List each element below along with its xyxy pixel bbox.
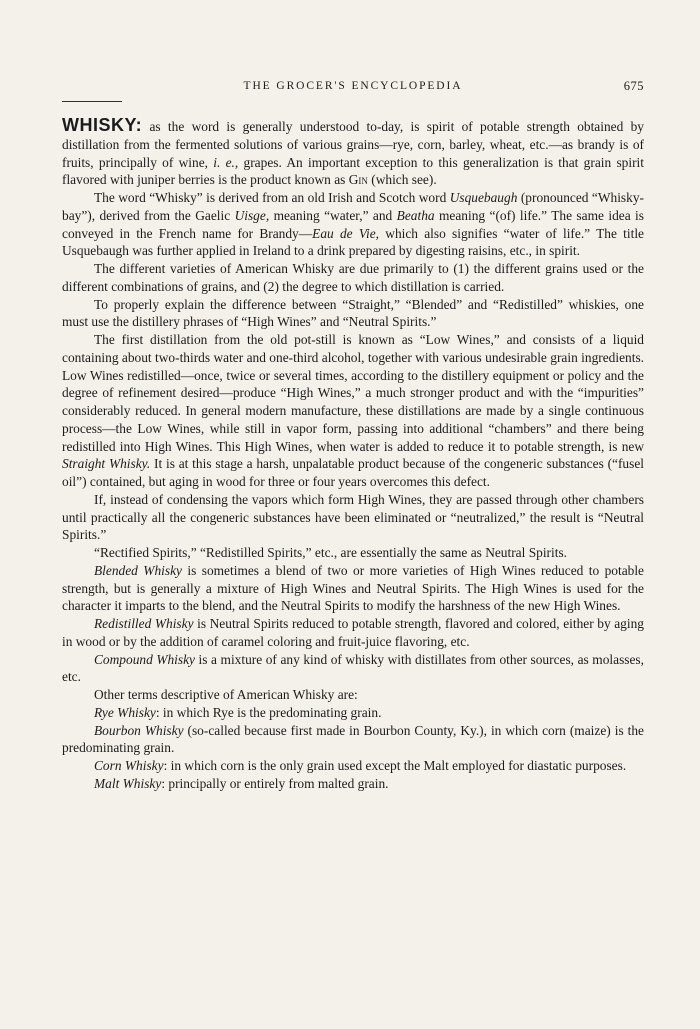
paragraph-etymology: The word “Whisky” is derived from an old Irish and Scotch word Usquebaugh (pronounced “Whisky-bay”), derived from the Gaelic Uisge, meaning “water,” and Beatha meaning “(of) life.” The same idea is conveyed in the French name for Brandy—Eau de Vie, which also signifies “water of life.” The title Usquebaugh was further applied in Ireland to a drink prepared by digesting raisins, etc., in spirit. — [62, 190, 644, 259]
entry-headword: WHISKY: — [62, 115, 143, 135]
paragraph-distillation: The first distillation from the old pot-still is known as “Low Wines,” and consists of a liquid containing about two-thirds water and one-third alcohol, together with various undesirable grain ingredients. Low Wines redistilled—once, twice or several times, according to the distillery equipment or policy and the degree of refinement desired—produce “High Wines,” a much stronger product and with the “impurities” considerably reduced. In general modern manufacture, these distillations are made by a single continuous process—the Low Wines, while still in vapor form, passing into additional “chambers” and there being redistilled into High Wines. This High Wines, when water is added to reduce it to potable strength, is new Straight Whisky. It is at this stage a harsh, unpalatable product because of the congeneric substances (“fusel oil”) contained, but aging in wood for three or four years overcomes this defect. — [62, 332, 645, 489]
paragraph-bourbon: Bourbon Whisky (so-called because first made in Bourbon County, Ky.), in which corn (maize) is the predominating grain. — [62, 722, 644, 756]
cross-reference: Gin — [348, 172, 368, 188]
paragraph-definition: WHISKY: as the word is generally understood to-day, is spirit of potable strength obtained by distillation from the fermented solutions of various grains—rye, corn, barley, wheat, etc.—as brandy is of fruits, principally of wine, i. e., grapes. An important exception to this generalization is that grain spirit flavored with juniper berries is the product known as Gin (which see). — [62, 115, 644, 188]
paragraph-rectified: “Rectified Spirits,” “Redistilled Spirits,” etc., are essentially the same as Neutral Spirits. — [94, 545, 568, 560]
header-rule — [62, 101, 122, 102]
paragraph-neutral-spirits: If, instead of condensing the vapors which form High Wines, they are passed through other chambers until practically all the congeneric substances have been eliminated or “neutralized,” the result is “Neutral Spirits.” — [62, 491, 644, 543]
article-body — [62, 117, 644, 793]
paragraph-redistilled: Redistilled Whisky is Neutral Spirits reduced to potable strength, flavored and colored, either by aging in wood or by the addition of caramel coloring and fruit-juice flavoring, etc. — [62, 616, 644, 649]
paragraph-varieties: The different varieties of American Whisky are due primarily to (1) the different grains used or the different combinations of grains, and (2) the degree to which distillation is carried. — [62, 261, 644, 294]
page-number: 675 — [623, 79, 644, 93]
paragraph-blended: Blended Whisky is sometimes a blend of two or more varieties of High Wines reduced to potable strength, but is generally a mixture of High Wines and Neutral Spirits. The High Wines is used for the character it imparts to the blend, and the Neutral Spirits to modify the harshness of the new High Wines. — [62, 562, 645, 614]
paragraph-corn: Corn Whisky: in which corn is the only grain used except the Malt employed for diastatic purposes. — [94, 758, 627, 773]
paragraph-compound: Compound Whisky is a mixture of any kind of whisky with distillates from other sources, as molasses, etc. — [62, 651, 644, 685]
paragraph-malt: Malt Whisky: principally or entirely from malted grain. — [94, 775, 389, 791]
paragraph-explanation: To properly explain the difference between “Straight,” “Blended” and “Redistilled” whiskies, one must use the distillery phrases of “High Wines” and “Neutral Spirits.” — [62, 296, 644, 330]
paragraph-other-terms: Other terms descriptive of American Whisky are: — [94, 687, 358, 702]
running-title: THE GROCER'S ENCYCLOPEDIA — [243, 80, 463, 92]
paragraph-rye: Rye Whisky: in which Rye is the predominating grain. — [94, 704, 382, 720]
